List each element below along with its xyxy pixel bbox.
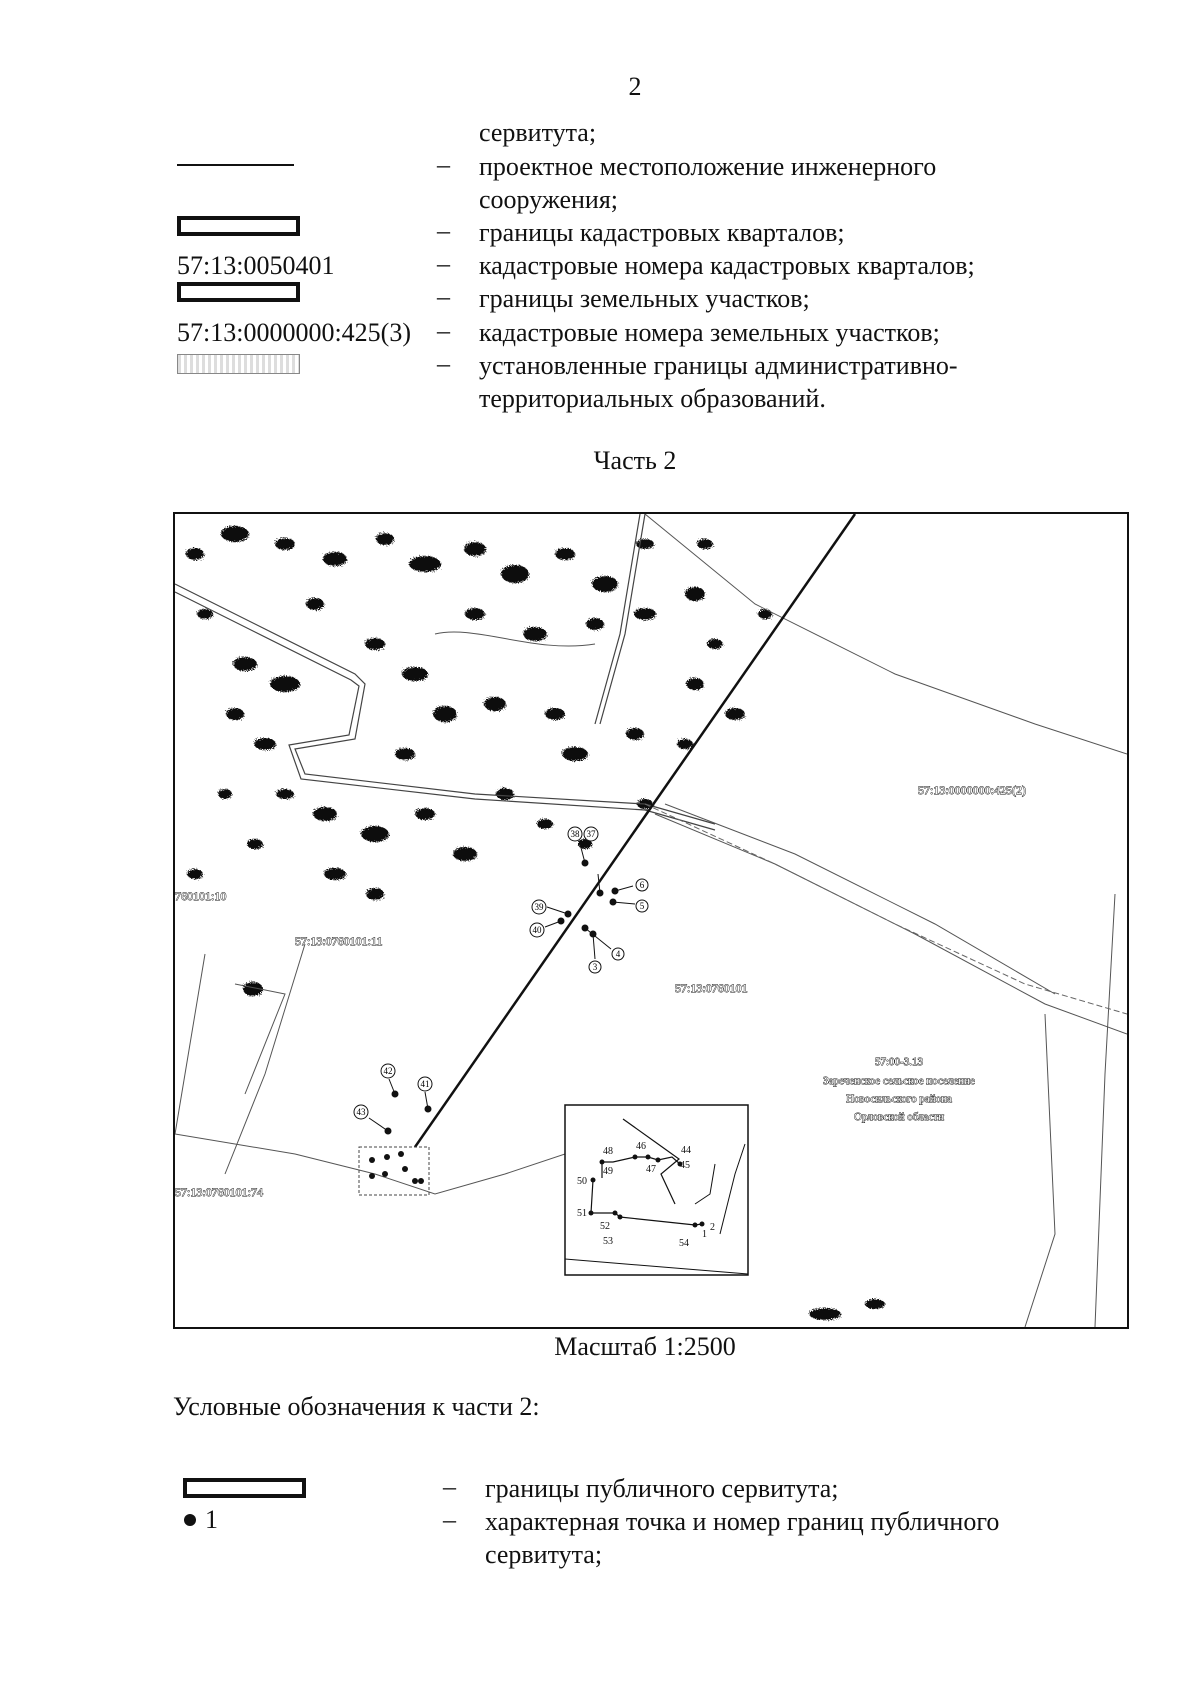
legend-dash: – <box>437 282 450 311</box>
legend-item-text: границы кадастровых кварталов; <box>479 218 845 247</box>
map-canvas <box>175 514 1127 1327</box>
svg-text:49: 49 <box>603 1166 613 1177</box>
map-frame <box>173 512 1129 1329</box>
admin-label-line1: Зареченское сельское поселение <box>823 1075 975 1087</box>
point-label-6 <box>636 879 648 891</box>
point-label-42 <box>381 1064 395 1078</box>
svg-text:42: 42 <box>383 1066 393 1076</box>
svg-text:4: 4 <box>615 949 621 959</box>
svg-text:1: 1 <box>702 1229 707 1240</box>
legend-item-text: границы земельных участков; <box>479 284 810 313</box>
svg-text:38: 38 <box>570 829 580 839</box>
point-label-39 <box>532 900 546 914</box>
point-label-3 <box>589 961 601 973</box>
parcel-label-74: 57:13:0760101:74 <box>175 1185 264 1199</box>
map-scale: Масштаб 1:2500 <box>554 1332 736 1361</box>
admin-label-line3: Орловской области <box>854 1111 944 1123</box>
point-label-41 <box>418 1077 432 1091</box>
legend-label: 57:13:0000000:425(3) <box>177 318 411 347</box>
quarter-label: 57:13:0760101 <box>675 981 748 995</box>
point-label-4 <box>612 948 624 960</box>
legend-dash: – <box>437 150 450 179</box>
parcel-label-11: 57:13:0760101:11 <box>295 934 383 948</box>
legend-servitude-box-symbol <box>183 1478 306 1498</box>
legend2-title: Условные обозначения к части 2: <box>173 1392 540 1421</box>
legend2-item-text: характерная точка и номер границ публичного <box>485 1507 1000 1536</box>
road <box>175 514 715 830</box>
svg-text:37: 37 <box>586 829 596 839</box>
svg-text:52: 52 <box>600 1221 610 1232</box>
legend-item-text: сооружения; <box>479 185 619 214</box>
svg-text:40: 40 <box>532 925 542 935</box>
legend-item-text: проектное местоположение инженерного <box>479 152 937 181</box>
svg-text:2: 2 <box>710 1222 715 1233</box>
legend-box-symbol <box>177 282 300 302</box>
map-inset <box>565 1105 748 1275</box>
admin-labels <box>823 1056 975 1123</box>
admin-code-label: 57:00-3.13 <box>875 1056 923 1068</box>
point-label-38 <box>568 827 582 841</box>
legend-item-text: установленные границы административно- <box>479 351 958 380</box>
legend2-label: 1 <box>205 1505 218 1534</box>
part-title: Часть 2 <box>593 446 677 475</box>
legend-label: 57:13:0050401 <box>177 251 335 280</box>
svg-text:6: 6 <box>639 880 645 890</box>
legend-admin-boundary-symbol <box>177 354 300 374</box>
legend-dash: – <box>443 1472 456 1501</box>
svg-text:48: 48 <box>603 1146 613 1157</box>
legend-dash: – <box>437 349 450 378</box>
legend-item-text: кадастровые номера кадастровых кварталов; <box>479 251 975 280</box>
point-label-5 <box>636 900 648 912</box>
legend2-item-text: сервитута; <box>485 1540 603 1569</box>
svg-text:54: 54 <box>679 1238 689 1249</box>
svg-text:5: 5 <box>639 901 645 911</box>
svg-text:3: 3 <box>592 962 598 972</box>
legend-dash: – <box>437 249 450 278</box>
legend-box-symbol <box>177 216 300 236</box>
servitude-boundary <box>359 1147 429 1195</box>
svg-text:39: 39 <box>534 902 544 912</box>
svg-text:50: 50 <box>577 1176 587 1187</box>
svg-text:41: 41 <box>420 1079 430 1089</box>
svg-text:51: 51 <box>577 1208 587 1219</box>
point-markers <box>369 840 635 1134</box>
legend-point-dot-symbol <box>184 1514 196 1526</box>
legend-dash: – <box>443 1505 456 1534</box>
parcel-label-425-2: 57:13:0000000:425(2) <box>918 783 1026 797</box>
legend2-item-text: границы публичного сервитута; <box>485 1474 839 1503</box>
admin-label-line2: Новосильского района <box>846 1093 952 1105</box>
point-label-43 <box>354 1105 368 1119</box>
svg-text:53: 53 <box>603 1236 613 1247</box>
svg-text:45: 45 <box>680 1160 690 1171</box>
legend-line-symbol <box>177 164 294 166</box>
svg-text:47: 47 <box>646 1164 656 1175</box>
svg-text:43: 43 <box>356 1107 366 1117</box>
legend-item-text: кадастровые номера земельных участков; <box>479 318 940 347</box>
legend-dash: – <box>437 216 450 245</box>
page-number: 2 <box>628 72 642 101</box>
point-label-40 <box>530 923 544 937</box>
point-labels <box>354 827 648 1119</box>
legend-item-text: территориальных образований. <box>479 384 826 413</box>
svg-text:44: 44 <box>681 1145 691 1156</box>
servitude-points <box>369 1151 424 1184</box>
legend-continued-text: сервитута; <box>479 118 597 147</box>
point-label-37 <box>584 827 598 841</box>
parcel-label-left: 760101:10 <box>175 889 227 903</box>
svg-text:46: 46 <box>636 1141 646 1152</box>
legend-dash: – <box>437 316 450 345</box>
engineering-structure-line <box>415 514 855 1147</box>
